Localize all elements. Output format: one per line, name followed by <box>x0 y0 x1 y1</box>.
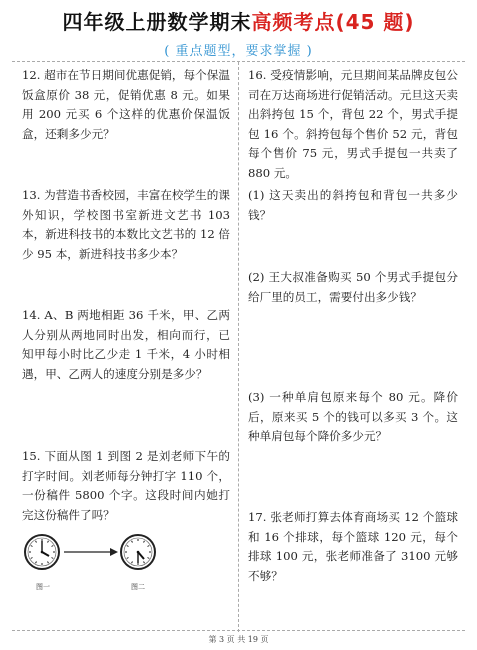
title-black: 四年级上册数学期末 <box>62 10 252 34</box>
title-red: 高频考点(45 题) <box>251 10 415 34</box>
column-divider <box>238 62 239 632</box>
clock-figure-svg <box>22 530 162 580</box>
clock-label-2: 图二 <box>131 583 145 591</box>
clock-icon-2 <box>121 535 155 569</box>
page-number: 第 3 页 共 19 页 <box>208 635 269 644</box>
question-17: 17. 张老师打算去体育商场买 12 个篮球和 16 个排球，每个篮球 120 元，每个排球 100 元，张老师准备了 3100 元够不够？ <box>248 510 458 583</box>
footer-divider <box>12 630 465 631</box>
page-title <box>0 6 477 35</box>
page-subtitle: ( 重点题型，要求掌握 ) <box>164 44 313 59</box>
question-15: 15. 下面从图 1 到图 2 是刘老师下午的打字时间。刘老师每分钟打字 110 个，一份稿件 5800 个字。这段时间内她打完这份稿件了吗？ <box>22 449 230 522</box>
clock-icon-1 <box>25 535 59 569</box>
question-14: 14. A、B 两地相距 36 千米，甲、乙两人分别从两地同时出发，相向而行，已知甲每小时比乙少走 1 千米，4 小时相遇，甲、乙两人的速度分别是多少？ <box>22 308 230 381</box>
arrow-right-icon <box>64 548 118 556</box>
question-16: 16. 受疫情影响，元旦期间某品牌皮包公司在万达商场进行促销活动。元旦这天卖出斜挎包 15 个，背包 22 个，男式手提包 16 个。斜挎包每个售价 52 元，背包每个售价 75 元，男式手提包一共卖了 880 元。 <box>248 68 458 180</box>
clock-label-1: 图一 <box>36 583 50 591</box>
question-16-part-3: (3) 一种单肩包原来每个 80 元。降价后，原来买 5 个的钱可以多买 3 个。这种单肩包每个降价多少元？ <box>248 390 458 443</box>
question-12: 12. 超市在节日期间优惠促销，每个保温饭盒原价 38 元，促销优惠 8 元。如果用 200 元买 6 个这样的优惠价保温饭盒，还剩多少元？ <box>22 68 230 141</box>
question-16-part-2: (2) 王大叔准备购买 50 个男式手提包分给厂里的员工，需要付出多少钱？ <box>248 270 458 304</box>
question-16-part-1: (1) 这天卖出的斜挎包和背包一共多少钱？ <box>248 188 458 222</box>
clock-figure <box>22 530 162 590</box>
question-13: 13. 为营造书香校园，丰富在校学生的课外知识，学校图书室新进文艺书 103 本，新进科技书的本数比文艺书的 12 倍少 95 本，新进科技书多少本？ <box>22 188 230 261</box>
